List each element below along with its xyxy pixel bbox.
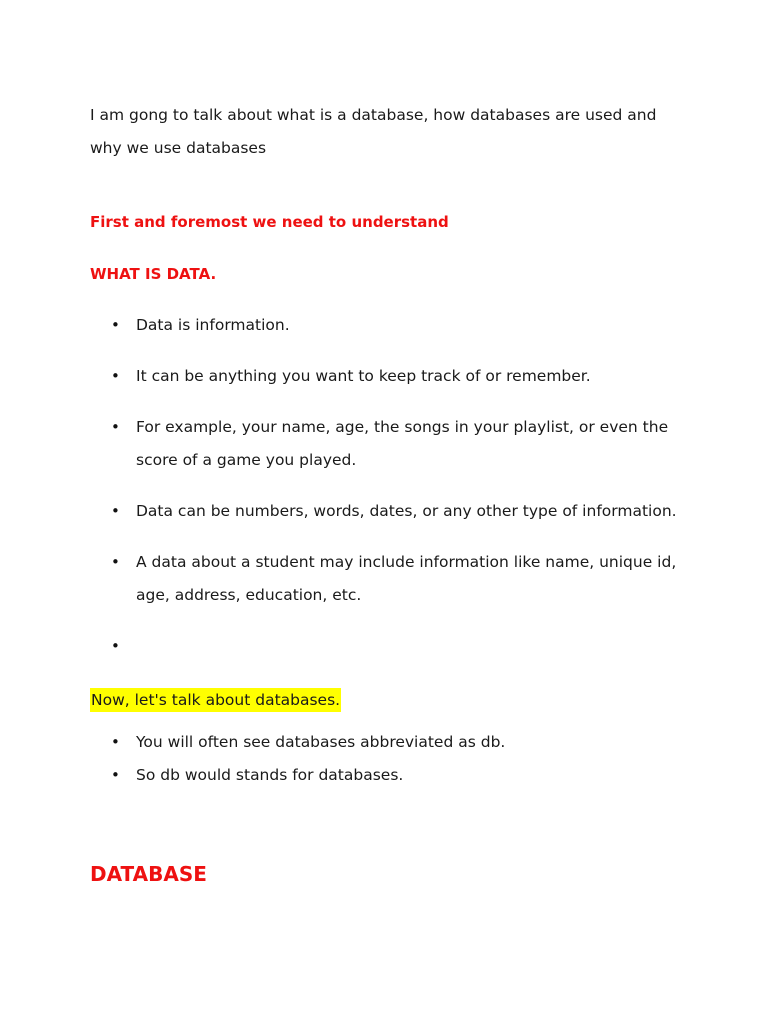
database-heading: DATABASE [90,862,207,886]
list-item: • Data is information. [90,309,690,342]
list-item: • For example, your name, age, the songs in your playlist, or even the score of a game you played. [90,411,690,477]
intro-paragraph: I am gong to talk about what is a database, how databases are used and why we use databases [90,106,657,157]
db-bullet-list [90,726,690,792]
data-bullet-list [90,309,690,681]
list-item: • You will often see databases abbreviated as db. [90,726,690,759]
section-lead-heading: First and foremost we need to understand [90,213,449,231]
databases-intro-highlight: Now, let's talk about databases. [90,688,341,712]
list-item: • A data about a student may include information like name, unique id, age, address, education, etc. [90,546,690,612]
what-is-data-heading: WHAT IS DATA. [90,265,217,283]
list-item: • Data can be numbers, words, dates, or any other type of information. [90,495,690,528]
empty-list-item [90,630,690,663]
list-item: • So db would stands for databases. [90,759,690,792]
list-item: • It can be anything you want to keep track of or remember. [90,360,690,393]
